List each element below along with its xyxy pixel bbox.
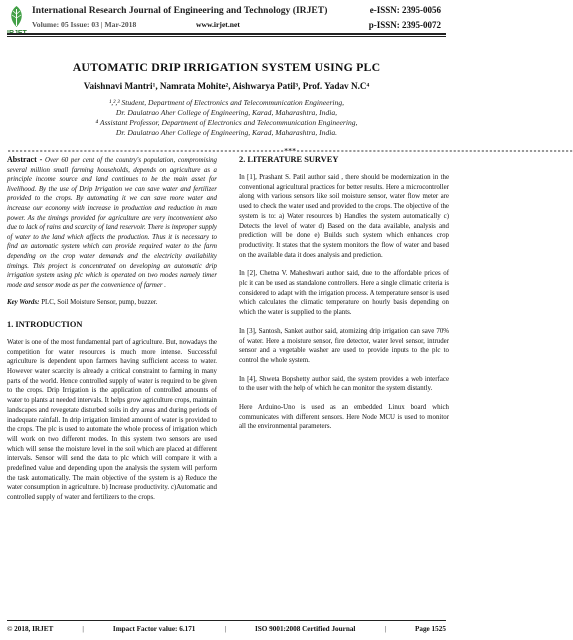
affiliation-line: ¹,²,³ Student, Department of Electronics and Telecommunication Engineering, [108,98,345,107]
footer-copyright: © 2018, IRJET [7,625,54,633]
p-issn: p-ISSN: 2395-0072 [368,20,441,30]
volume-info: Volume: 05 Issue: 03 | Mar-2018 [32,20,137,29]
literature-paragraph: In [4], Shweta Bopshetty author said, the system provides a web interface to the user with the help of which he can monitor the system distantly. [239,375,449,393]
affiliation-line: Dr. Daulatrao Aher College of Engineering, Karad, Maharashtra, India. [115,128,338,137]
paper-authors: Vaishnavi Mantri¹, Namrata Mohite², Aishwarya Patil³, Prof. Yadav N.C⁴ [83,81,370,91]
leaf-logo-icon [7,5,26,29]
paper-title: AUTOMATIC DRIP IRRIGATION SYSTEM USING PLC [72,60,381,74]
footer-page-number: Page 1525 [414,625,446,633]
footer-iso: ISO 9001:2008 Certified Journal [254,625,356,633]
abstract-label: Abstract - [7,155,43,164]
footer-rule [7,620,446,621]
header-rule-top [7,33,446,35]
header-rule-bottom [7,36,446,37]
journal-logo [7,5,26,49]
footer-separator: | [384,625,386,633]
literature-paragraph: In [2], Chetna V. Maheshwari author said, due to the affordable prices of plc it can be used as standalone controllers. Here a single climatic criteria is considered to adapt with the irrigation process. A temperature sensor is used which calculates the climatic temperature on hourly basis depending on which the water is supplied to the plants. [239,270,449,317]
journal-website-link[interactable]: www.irjet.net [196,20,240,29]
footer-impact-factor: Impact Factor value: 6.171 [112,625,196,633]
intro-text: Water is one of the most fundamental part of agriculture. But, nowadays the competition for water resources is much more intense. Successful agriculture is dependent upon farmers having sufficient access to water. However water scarcity is already a critical constraint to farming in many parts of the world. Hence controlled supply of water is required to be given to the crops. Drip Irrigation is the application of controlled amounts of water to plants at needed intervals. It helps grow agriculture crops, maintain landscapes and revegetate disturbed soils in dry areas and during periods of inadequate rainfall. In drip irrigation limited amount of water is provided to the crops. The plc is used to automate the whole process of irrigation which will work on two different modes. In this system two sensors are used which will sense the moisture level in the soil which are placed at different intervals. Sensor will send the data to plc which will compare it with a predefined value and depending upon the analysis the system will perform the task automatically. The main objective of the system is a) Reduce the water consumption in agriculture. b) Increase productivity. c)Automatic and controlled supply of water and fertilizers to the crops. [7,338,217,502]
keywords-text: PLC, Soil Moisture Sensor, pump, buzzer. [39,299,158,307]
footer-separator: | [82,625,84,633]
keywords [7,298,217,308]
e-issn: e-ISSN: 2395-0056 [369,5,441,15]
journal-name: International Research Journal of Engineering and Technology (IRJET) [32,5,328,16]
left-column [7,155,217,503]
page-footer [7,625,446,633]
literature-paragraph: Here Arduino-Uno is used as an embedded Linux board which communicates with different sensors. Here Node MCU is used to monitor all the environmental parameters. [239,404,449,431]
logo-text: IRJET [7,30,27,37]
literature-heading: 2. LITERATURE SURVEY [239,155,339,164]
abstract-text: Over 60 per cent of the country's population, compromising several million small farming households, depends on agriculture as a principle income source and land continues to be the main asset for livelihood. By the use of Drip Irrigation we can save water and fertilizer provided to the crops. By automating it we can save more water and increase our economy with increase in production and reduction in man power. As the timings provided for agriculture are very inconvenient also due to lack of rains and scarcity of land reservoir. There is improper supply of water to the land which affects the production. Thus it is necessary to find an automatic system which can provide required water to the farm depending on the crop water demands and the electricity availability timings. This project is concentrated on developing an automatic drip irrigation system using plc which is operated on two modes namely timer mode and sensor mode as per the convenience of farmer . [7,157,217,289]
right-column [239,155,449,432]
literature-paragraph: In [3], Santosh, Sanket author said, atomizing drip irrigation can save 70% of water. Here a moisture sensor, fire detector, water level sensor, intruder sensor and a vegetable washer are used to provide inputs to the plc to control the whole system. [239,327,449,364]
abstract [7,155,217,290]
affiliation-line: Dr. Daulatrao Aher College of Engineering, Karad, Maharashtra, India, [115,108,338,117]
intro-heading: 1. INTRODUCTION [7,319,83,329]
literature-paragraph: In [1], Prashant S. Patil author said , there should be modernization in the conventional agricultural practices for better results. Here a microcontroller along with various sensors like soil moisture sensor, water flow meter are used to check the water used and provided to the crops. The objective of the system is to: a) Water resources b) Handles the system automatically c) Detects the level of water d) Based on the data available, analysis and prediction will be done e) Builds such system which enhances crop productivity. It states that the system monitors the flow of water and based on the available data it does analysis and prediction. [239,174,449,259]
section-separator: ---------------------------------------------------------------------***--------------------------------------------------------------------- [7,147,573,155]
keywords-label: Key Words: [7,299,40,307]
footer-separator: | [224,625,226,633]
affiliation-line: ⁴ Assistant Professor, Department of Electronics and Telecommunication Engineering, [95,118,358,127]
page-header [0,0,453,56]
